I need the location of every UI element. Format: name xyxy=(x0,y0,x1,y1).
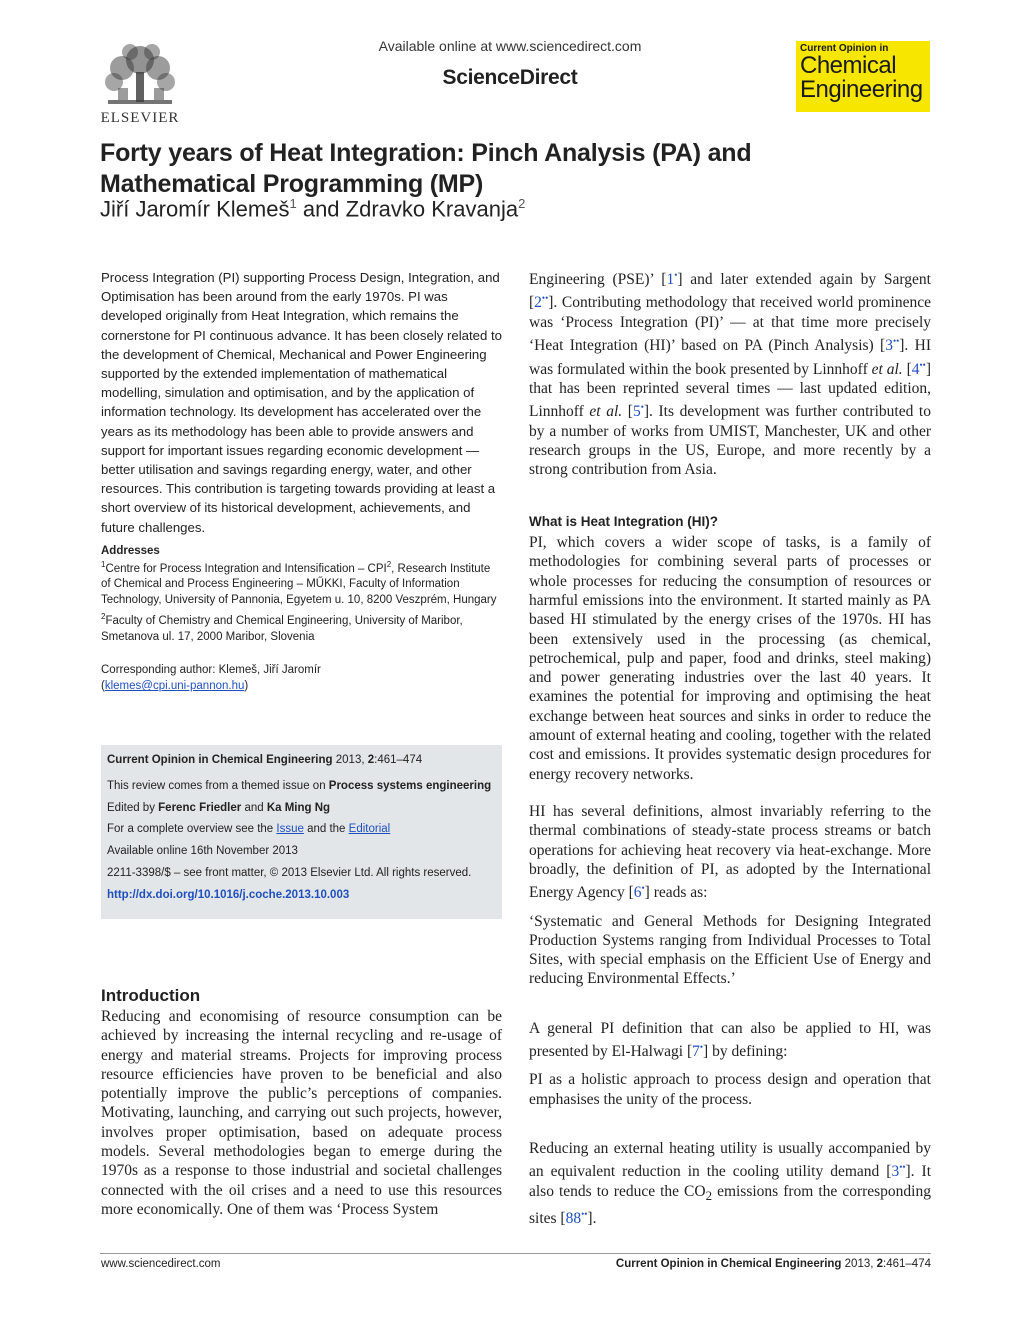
annotation-bullet: •• xyxy=(581,1209,588,1220)
paren: ) xyxy=(244,680,249,693)
overview-and: and the xyxy=(303,823,349,836)
right-column xyxy=(529,266,931,1229)
editorial-link[interactable]: Editorial xyxy=(348,823,391,836)
reference-link[interactable]: 88 xyxy=(565,1210,582,1228)
edited-and: and xyxy=(241,801,267,814)
journal-badge-line2: Engineering xyxy=(800,76,923,103)
journal-name: Current Opinion in Chemical Engineering xyxy=(107,754,333,766)
address-text: Centre for Process Integration and Intensification – CPI xyxy=(105,562,387,575)
address-2 xyxy=(101,609,502,645)
annotation-bullet: • xyxy=(641,883,645,894)
text-run: ] by defining: xyxy=(703,1043,788,1061)
annotation-bullet: •• xyxy=(892,336,900,347)
editor-name: Ferenc Friedler xyxy=(158,801,242,814)
reference-link[interactable]: 1 xyxy=(666,271,675,289)
paragraph xyxy=(529,802,931,903)
section-heading: What is Heat Integration (HI)? xyxy=(529,513,718,529)
sciencedirect-wordmark[interactable]: ScienceDirect xyxy=(442,66,578,89)
email-link[interactable]: klemes@cpi.uni-pannon.hu xyxy=(104,680,245,693)
abstract: Process Integration (PI) supporting Process Design, Integration, and Optimisation has been around from the early 1970s. PI was developed originally from Heat Integration, which remains the cornerstone for PI continuous advance. It has been closely related to the development of Chemical, Mechanical and Power Engineering supported by the extended implementation of mathematical modelling, simulation and optimisation, and by the application of information technology. Its development has accelerated over the years as its methodology has been able to provide answers and support for important issues regarding economic development — better utilisation and savings regarding energy, water, and other resources. This contribution is targeting towards providing at least a short overview of its historical development, achievements, and future challenges. xyxy=(101,270,502,535)
issue-link[interactable]: Issue xyxy=(276,823,304,836)
text-run: [ xyxy=(622,403,633,421)
annotation-bullet: • xyxy=(699,1042,704,1053)
author-separator: and xyxy=(296,196,346,222)
reference-link[interactable]: 4 xyxy=(911,360,920,378)
annotation-bullet: •• xyxy=(919,359,926,370)
overview-prefix: For a complete overview see the xyxy=(107,823,277,836)
et-al: et al. xyxy=(871,360,903,378)
corresponding-label: Corresponding author: Klemeš, Jiří Jaromír xyxy=(101,664,321,677)
author-line xyxy=(100,196,860,222)
footer-journal: Current Opinion in Chemical Engineering xyxy=(615,1258,842,1270)
themed-topic: Process systems engineering xyxy=(328,779,492,792)
text-run: [ xyxy=(902,360,912,378)
subscript: 2 xyxy=(705,1187,713,1203)
paragraph: PI as a holistic approach to process design and operation that emphasises the unity of the process. xyxy=(529,1071,931,1108)
text-run: Reducing an external heating utility is usually accompanied by an equivalent reduction in the cooling utility demand [ xyxy=(529,1140,931,1181)
quote: ‘Systematic and General Methods for Designing Integrated Production Systems ranging from Individual Processes to Total Sites, with special emphasis on the Efficient Use of Energy and reducing Environmental Effects.’ xyxy=(529,912,931,988)
author-name[interactable]: Jiří Jaromír Klemeš xyxy=(100,196,290,222)
doi-link[interactable]: http://dx.doi.org/10.1016/j.coche.2013.10.003 xyxy=(107,888,350,901)
text-run: ] and later extended again by Sargent [ xyxy=(529,271,931,312)
copyright: 2211-3398/$ – see front matter, © 2013 Elsevier Ltd. All rights reserved. xyxy=(107,866,472,879)
edited-prefix: Edited by xyxy=(107,801,159,814)
corresponding-author xyxy=(101,663,502,695)
introduction-heading: Introduction xyxy=(101,986,201,1005)
paragraph xyxy=(529,266,931,480)
editor-name: Ka Ming Ng xyxy=(266,801,331,814)
journal-year: 2013, xyxy=(332,754,368,766)
overview-line xyxy=(107,822,496,838)
journal-badge xyxy=(796,41,930,112)
introduction-text: Reducing and economising of resource consumption can be achieved by increasing the internal recycling and re-usage of energy and material streams. Projects for improving process resource efficiencies have proven to be beneficial and also potentially improve the public’s perceptions of companies. Motivating, launching, and carrying out such projects, however, involves proper optimisation, based on adequate process models. Several methodologies began to emerge during the 1970s as a response to those industrial and societal challenges connected with the oil crises and a need to use this resources more economically. One of them was ‘Process System xyxy=(101,1008,502,1218)
address-1 xyxy=(101,557,502,609)
article-title: Forty years of Heat Integration: Pinch Analysis (PA) and Mathematical Programming (MP) xyxy=(100,139,752,198)
text-run: ]. Its development was further contributed to by a number of works from UMIST, Manchester, UK and other research groups in the US, Europe, and more recently by a strong contribution from Asia. xyxy=(529,403,931,479)
reference-link[interactable]: 7 xyxy=(692,1043,700,1061)
left-column xyxy=(101,268,502,695)
journal-citation xyxy=(107,753,496,769)
journal-pages: :461–474 xyxy=(374,754,423,766)
footer-pages: :461–474 xyxy=(883,1258,931,1270)
journal-badge-small: Current Opinion in xyxy=(800,43,889,54)
text-run: A general PI definition that can also be applied to HI, was presented by El-Halwagi [ xyxy=(529,1019,931,1061)
journal-volume: 2 xyxy=(367,754,375,766)
footer-citation xyxy=(500,1258,931,1270)
text-run: HI has several definitions, almost invariably referring to the thermal combinations of steady-state process streams or batch operations for achieving heat recovery via heat-exchange. More broadly, the definition of PI, as adopted by the International Energy Agency [ xyxy=(529,802,931,902)
annotation-bullet: • xyxy=(674,270,678,280)
text-run: ] reads as: xyxy=(644,884,708,902)
affiliation-sup[interactable]: 1 xyxy=(289,196,297,211)
reference-link[interactable]: 5 xyxy=(632,403,641,421)
text-run: ]. HI was formulated within the book presented by Linnhoff xyxy=(529,337,931,378)
author-name[interactable]: Zdravko Kravanja xyxy=(345,196,519,222)
journal-badge-line1: Chemical xyxy=(800,52,897,79)
text-run: ]. It also tends to reduce the CO xyxy=(529,1163,931,1200)
text-run: ] that has been reprinted several times — last updated edition, Linnhoff xyxy=(529,360,931,421)
address-sup: 1 xyxy=(101,559,106,569)
footer-website[interactable]: www.sciencedirect.com xyxy=(101,1258,221,1270)
reference-link[interactable]: 6 xyxy=(633,884,642,902)
text-run: Engineering (PSE)’ [ xyxy=(529,271,667,289)
address-text: Faculty of Chemistry and Chemical Engineering, University of Maribor, Smetanova ul. 17, 2000 Maribor, Slovenia xyxy=(101,614,463,643)
themed-issue xyxy=(107,779,496,795)
footer-divider xyxy=(100,1253,931,1254)
paragraph xyxy=(529,1019,931,1062)
reference-link[interactable]: 2 xyxy=(534,294,542,312)
available-date: Available online 16th November 2013 xyxy=(107,845,298,858)
text-run: emissions from the corresponding sites [ xyxy=(529,1182,931,1228)
address-sup: 2 xyxy=(101,612,106,622)
edited-by xyxy=(107,801,496,817)
text-run: ]. Contributing methodology that received world prominence was ‘Process Integration (PI)’ — at that time more precisely ‘Heat Integration (HI)’ based on PA (Pinch Analysis) [ xyxy=(529,294,931,355)
annotation-bullet: • xyxy=(640,402,644,413)
available-online-text: Available online at www.sciencedirect.com xyxy=(378,38,642,54)
address-sup: 2 xyxy=(386,559,392,569)
footer-volume: 2 xyxy=(876,1258,884,1270)
reference-link[interactable]: 3 xyxy=(885,337,893,355)
et-al: et al. xyxy=(589,403,623,421)
annotation-bullet: •• xyxy=(541,293,549,304)
paragraph: PI, which covers a wider scope of tasks, is a family of methodologies for combining several parts of processes or whole processes for reducing the consumption of resources or harmful emissions into the environment. It started mainly as PA based HI stimulated by the energy crises of the 1970s. HI has been extensively used in the processing (as chemical, petrochemical, pulp and paper, food and drinks, steel making) and power generating industries over the last 40 years. It examines the potential for improving and optimising the heat exchange between heat sources and sinks in order to reduce the amount of external heating and cooling, together with the related cost and emissions. It provides systematic design procedures for energy recovery networks. xyxy=(529,534,932,783)
article-info-box xyxy=(101,745,502,919)
themed-prefix: This review comes from a themed issue on xyxy=(107,779,329,792)
annotation-bullet: •• xyxy=(899,1162,906,1173)
footer-year: 2013, xyxy=(841,1258,877,1270)
paragraph xyxy=(529,1139,931,1229)
addresses-heading: Addresses xyxy=(101,544,160,557)
text-run: ]. xyxy=(587,1210,597,1228)
publisher-wordmark: ELSEVIER xyxy=(100,110,180,126)
affiliation-sup[interactable]: 2 xyxy=(518,196,526,211)
journal-badge-title xyxy=(800,54,926,102)
address-text: , Research Institute of Chemical and Process Engineering – MŰKKI, Faculty of Information Technology, University of Pannonia, Egyetem u. 10, 8200 Veszprém, Hungary xyxy=(101,562,497,607)
paren: ( xyxy=(101,680,105,693)
reference-link[interactable]: 3 xyxy=(891,1163,900,1181)
